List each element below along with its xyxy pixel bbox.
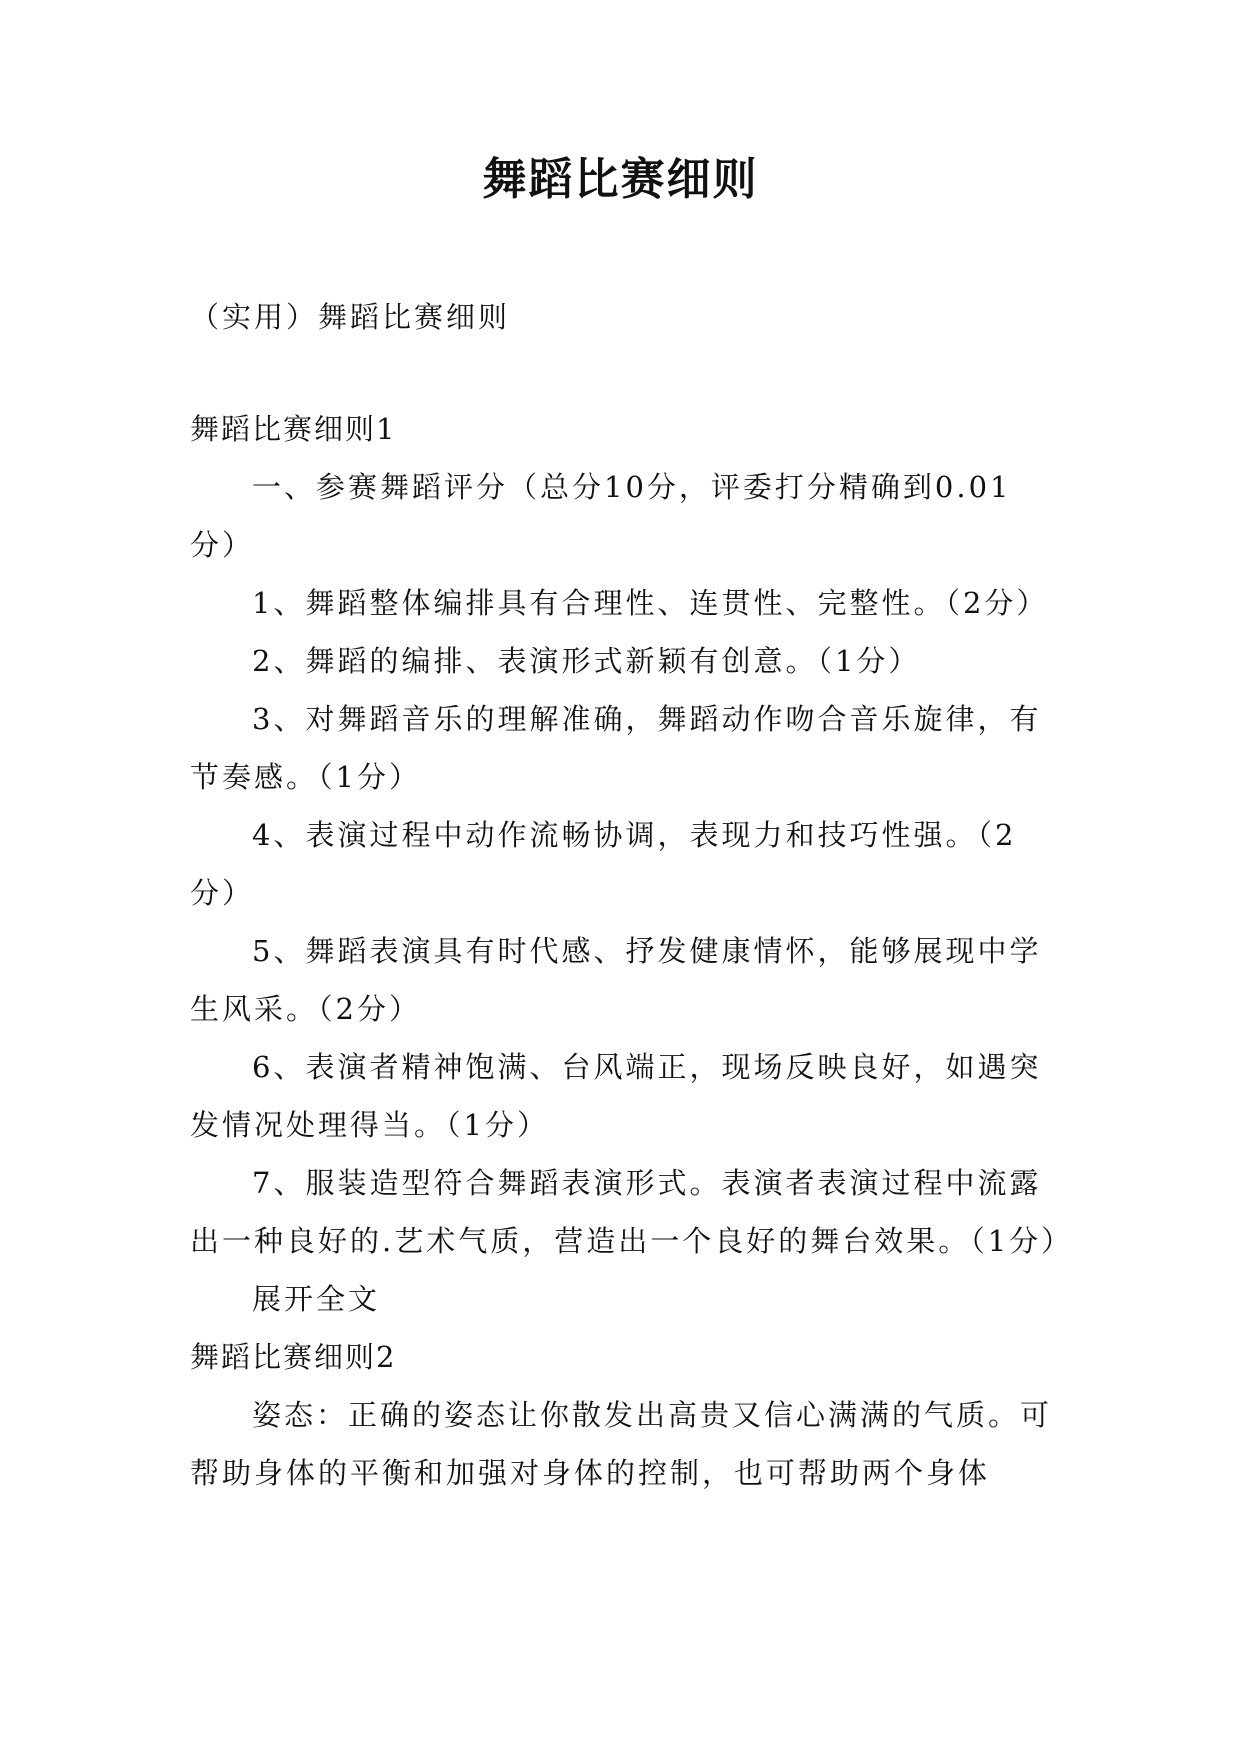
expand-full-text-link[interactable]: 展开全文 <box>252 1282 381 1316</box>
rule-item: 6、表演者精神饱满、台风端正，现场反映良好，如遇突发情况处理得当。（1分） <box>190 1050 1042 1142</box>
rule-item: 1、舞蹈整体编排具有合理性、连贯性、完整性。（2分） <box>252 586 1049 620</box>
section-1-heading: 舞蹈比赛细则1 <box>190 412 397 446</box>
section-2-heading: 舞蹈比赛细则2 <box>190 1340 397 1374</box>
rule-item: 2、舞蹈的编排、表演形式新颖有创意。（1分） <box>252 644 921 678</box>
rule-item: 5、舞蹈表演具有时代感、抒发健康情怀，能够展现中学生风采。（2分） <box>190 934 1042 1026</box>
section-2-paragraph: 姿态：正确的姿态让你散发出高贵又信心满满的气质。可帮助身体的平衡和加强对身体的控制，也可帮助两个身体 <box>190 1398 1053 1490</box>
rule-item: 4、表演过程中动作流畅协调，表现力和技巧性强。（2分） <box>190 818 1017 910</box>
document-subtitle: （实用）舞蹈比赛细则 <box>190 300 511 334</box>
rule-item: 3、对舞蹈音乐的理解准确，舞蹈动作吻合音乐旋律，有节奏感。（1分） <box>190 702 1042 794</box>
rule-item: 7、服装造型符合舞蹈表演形式。表演者表演过程中流露出一种良好的.艺术气质，营造出一个良好的舞台效果。（1分） <box>190 1166 1074 1258</box>
document-title: 舞蹈比赛细则 <box>482 154 759 205</box>
section-1-intro: 一、参赛舞蹈评分（总分10分，评委打分精确到0.01分） <box>190 470 1012 562</box>
document-body <box>190 288 1074 1502</box>
